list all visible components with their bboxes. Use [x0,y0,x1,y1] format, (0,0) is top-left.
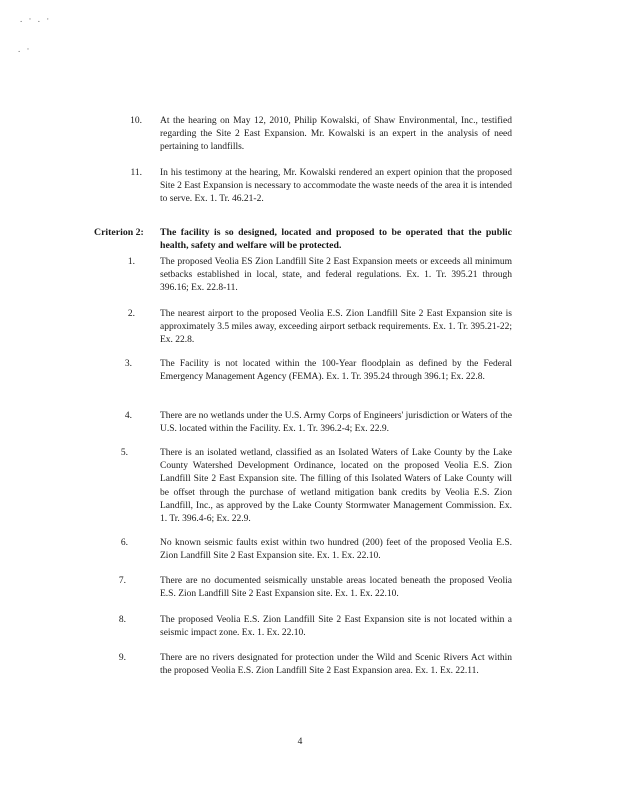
paragraph-number: 11. [130,168,142,178]
list-item: The proposed Veolia ES Zion Landfill Site 2 East Expansion meets or exceeds all minimum setbacks established in local, state, and federal regulations. Ex. 1. Tr. 395.21 through 396.16; Ex. 22.8-11. [160,257,512,294]
list-item: No known seismic faults exist within two hundred (200) feet of the proposed Veolia E.S. Zion Landfill Site 2 East Expansion site. Ex. 1. Ex. 22.10. [160,538,512,562]
criterion-heading: The facility is so designed, located and proposed to be operated that the public health, safety and welfare will be protected. [160,227,512,252]
criterion-label: Criterion 2: [94,227,144,238]
item-number: 6. [120,538,128,548]
paragraph-text: At the hearing on May 12, 2010, Philip Kowalski, of Shaw Environmental, Inc., testified regarding the Site 2 East Expansion. Mr. Kowalski is an expert in the analysis of need pertaining to landfills. [160,116,512,153]
list-item: There is an isolated wetland, classified as an Isolated Waters of Lake County by the Lake County Watershed Development Ordinance, located on the proposed Veolia E.S. Zion Landfill Site 2 East Expansion site. The filling of this Isolated Waters of Lake County will be offset through the purchase of wetland mitigation bank credits by Veolia E.S. Zion Landfill, Inc., as approved by the Lake County Stormwater Management Commission. Ex. 1. Tr. 396.4-6; Ex. 22.9. [160,448,512,525]
list-item: There are no documented seismically unstable areas located beneath the proposed Veolia E.S. Zion Landfill Site 2 East Expansion site. Ex. 1. Ex. 22.10. [160,576,512,600]
paragraph-number: 10. [130,116,142,126]
item-number: 2. [127,309,135,319]
item-number: 1. [127,257,135,267]
page-number: 4 [297,737,303,747]
list-item: There are no wetlands under the U.S. Army Corps of Engineers' jurisdiction or Waters of the U.S. located within the Facility. Ex. 1. Tr. 396.2-4; Ex. 22.9. [160,411,512,435]
item-number: 9. [118,653,126,663]
list-item: The proposed Veolia E.S. Zion Landfill Site 2 East Expansion site is not located within a seismic impact zone. Ex. 1. Ex. 22.10. [160,615,512,639]
paragraph-text: In his testimony at the hearing, Mr. Kowalski rendered an expert opinion that the proposed Site 2 East Expansion is necessary to accommodate the waste needs of the area it is intended to serve. Ex. 1. Tr. 46.21-2. [160,168,512,205]
list-item: There are no rivers designated for protection under the Wild and Scenic Rivers Act within the proposed Veolia E.S. Zion Landfill Site 2 East Expansion area. Ex. 1. Ex. 22.11. [160,653,512,677]
scan-speck-top: . · . · [20,14,52,24]
item-number: 5. [120,448,128,458]
item-number: 8. [118,615,126,625]
scan-speck-left: . · [18,44,32,54]
item-number: 7. [118,576,126,586]
list-item: The Facility is not located within the 100-Year floodplain as defined by the Federal Emergency Management Agency (FEMA). Ex. 1. Tr. 395.24 through 396.1; Ex. 22.8. [160,359,512,383]
list-item: The nearest airport to the proposed Veolia E.S. Zion Landfill Site 2 East Expansion site is approximately 3.5 miles away, exceeding airport setback requirements. Ex. 1. Tr. 395.21-22; Ex. 22.8. [160,309,512,346]
item-number: 3. [124,359,132,369]
item-number: 4. [124,411,132,421]
